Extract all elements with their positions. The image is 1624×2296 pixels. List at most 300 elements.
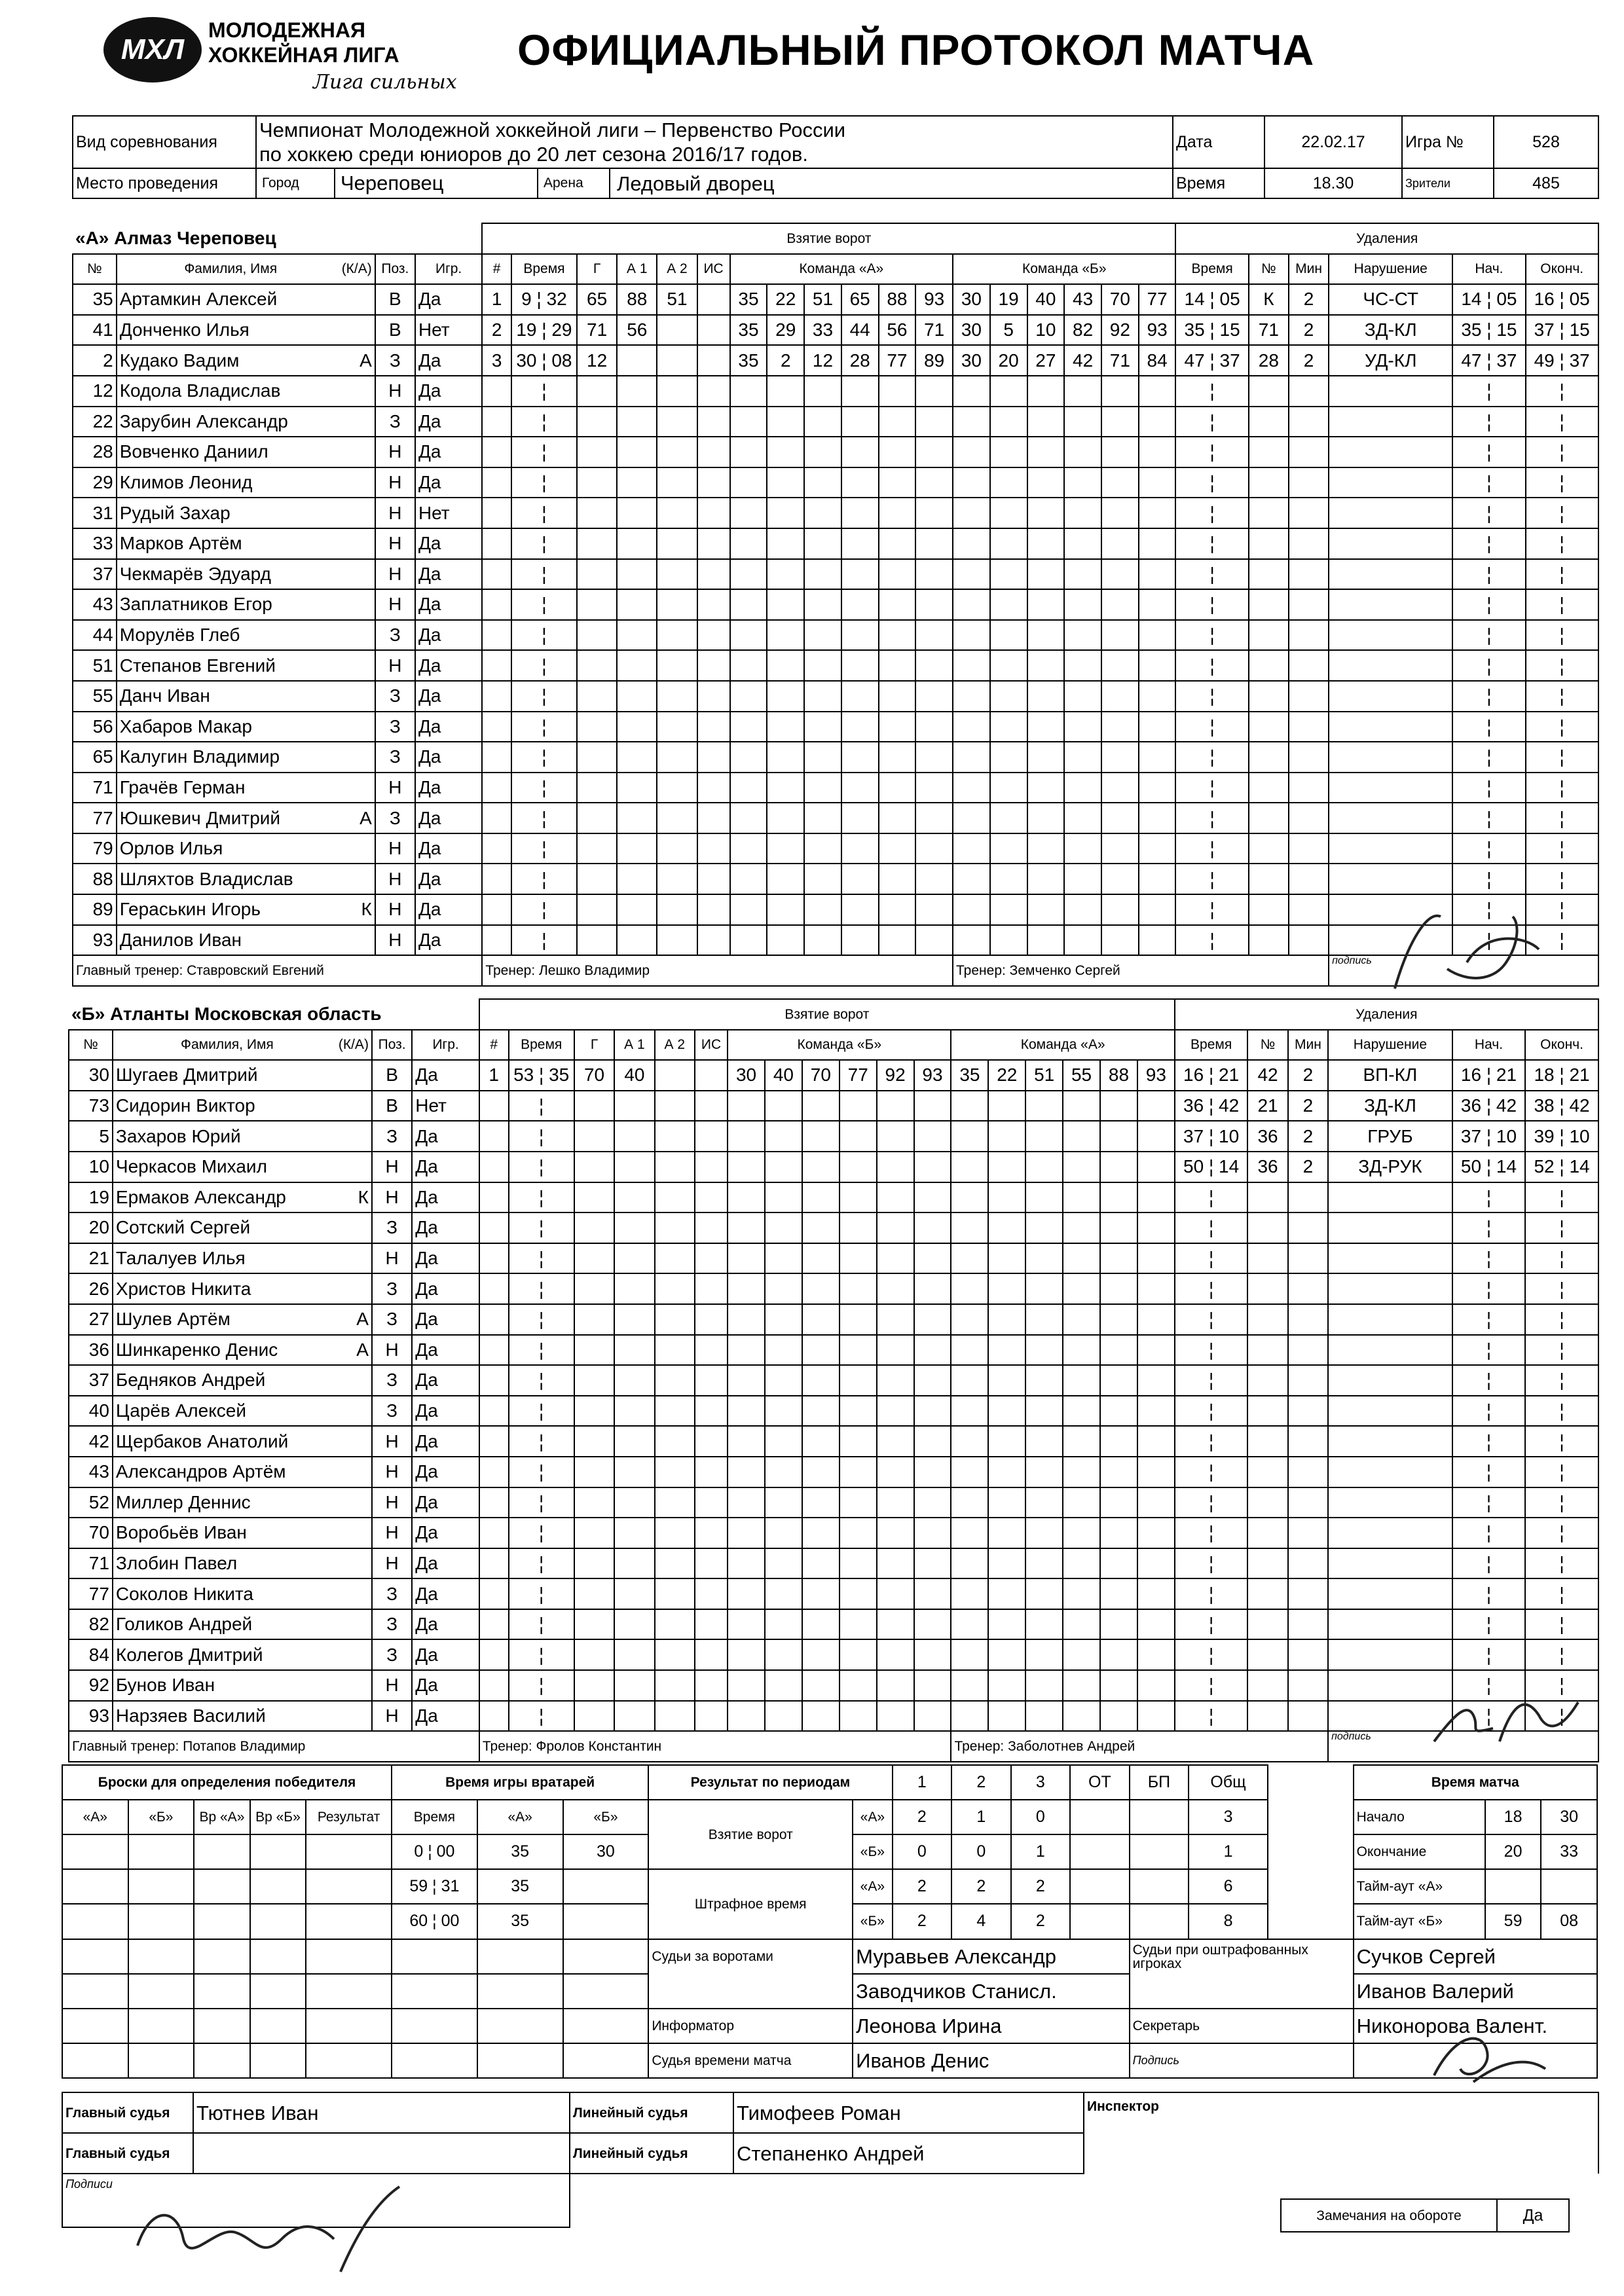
penalty-cell [1249, 712, 1289, 742]
goal-cell [1025, 1639, 1063, 1670]
penalty-time: ¦ [1175, 773, 1248, 803]
goal-time: 9 ¦ 32 [511, 284, 577, 315]
goal-judge-1: Муравьев Александр [853, 1939, 1129, 1974]
penalty-start: ¦ [1452, 742, 1525, 773]
goal-cell [614, 1548, 654, 1579]
player-played: Да [412, 1426, 479, 1457]
goal-cell [990, 650, 1027, 681]
goal-cell [1100, 1609, 1137, 1640]
penalty-start: ¦ [1452, 1426, 1526, 1457]
player-name-text: Шугаев Дмитрий [115, 1065, 258, 1085]
goal-cell [915, 376, 953, 407]
goal-time: ¦ [511, 803, 577, 833]
penalty-time: ¦ [1175, 467, 1248, 498]
goal-cell [1139, 925, 1176, 956]
goal-cell [1063, 1091, 1100, 1121]
goal-cell [879, 742, 916, 773]
penalty-cell [1288, 1639, 1328, 1670]
goal-a1: 40 [614, 1060, 654, 1091]
player-played: Да [415, 833, 482, 864]
goal-cell [765, 1091, 802, 1121]
player-played: Да [412, 1304, 479, 1335]
player-position: З [375, 803, 415, 833]
goal-time: ¦ [511, 528, 577, 559]
penalties-section-title: Удаления [1175, 999, 1598, 1030]
shootout-vra-header: Вр «А» [194, 1800, 250, 1834]
penalty-end: 39 ¦ 10 [1525, 1121, 1598, 1152]
timeout-b-sec: 08 [1541, 1904, 1597, 1939]
goal-cell [915, 650, 953, 681]
goal-cell [1100, 1670, 1137, 1701]
goal-cell [1063, 1273, 1100, 1304]
goal-cell [617, 376, 657, 407]
goal-cell [697, 650, 730, 681]
col-header: Команда «Б» [728, 1030, 951, 1061]
player-position: Н [375, 894, 415, 925]
goal-time: 19 ¦ 29 [511, 315, 577, 346]
match-start-label: Начало [1354, 1800, 1485, 1834]
goal-cell [990, 559, 1027, 590]
goal-cell [1137, 1121, 1175, 1152]
goal-cell [990, 620, 1027, 651]
goal-cell [1064, 773, 1101, 803]
goal-cell [574, 1518, 614, 1548]
player-name [113, 1335, 372, 1366]
goal-cell [804, 467, 841, 498]
goal-cell [990, 467, 1027, 498]
penalty-cell [1328, 1304, 1452, 1335]
goal-cell [1139, 589, 1176, 620]
goal-cell [1025, 1670, 1063, 1701]
col-header: Игр. [412, 1030, 479, 1061]
goal-cell [577, 589, 617, 620]
team-a-signature [1369, 890, 1552, 1002]
goal-cell [988, 1243, 1025, 1274]
col-header: Игр. [415, 254, 482, 285]
goal-cell [953, 833, 990, 864]
goal-cell [951, 1457, 988, 1487]
column-header-row [69, 1030, 1598, 1061]
penalty-end: ¦ [1525, 1365, 1598, 1396]
penalty-cell [1329, 559, 1452, 590]
penalty-violation: ЧС-СТ [1329, 284, 1452, 315]
gk-row-1-b: 30 [563, 1834, 649, 1869]
goal-cell [617, 498, 657, 528]
goal-cell [877, 1396, 914, 1427]
player-played: Да [415, 589, 482, 620]
goal-time: ¦ [509, 1457, 574, 1487]
player-row [69, 1152, 1598, 1182]
goal-cell [728, 1487, 765, 1518]
goal-cell [802, 1243, 840, 1274]
penalty-start: ¦ [1452, 589, 1525, 620]
player-played: Да [415, 559, 482, 590]
goal-cell [988, 1426, 1025, 1457]
goal-a1 [617, 345, 657, 376]
goal-cell [657, 559, 697, 590]
goal-cell [1064, 376, 1101, 407]
player-position: Н [372, 1701, 412, 1732]
player-name-text: Данч Иван [119, 685, 210, 706]
player-position: Н [375, 773, 415, 803]
goal-cell [614, 1518, 654, 1548]
goal-cell [1064, 620, 1101, 651]
goal-cell [1137, 1457, 1175, 1487]
goal-number [479, 1273, 509, 1304]
penalty-violation: ЗД-КЛ [1328, 1091, 1452, 1121]
penalty-cell [1289, 528, 1329, 559]
goal-cell [951, 1121, 988, 1152]
goal-cell [695, 1639, 728, 1670]
col-header: № [1249, 254, 1289, 285]
goal-cell [879, 803, 916, 833]
goal-cell [574, 1457, 614, 1487]
goal-a2 [657, 345, 697, 376]
goal-cell [767, 498, 804, 528]
secretary-label: Секретарь [1130, 2009, 1354, 2043]
penalty-cell [1289, 742, 1329, 773]
secretary-value: Никонорова Валент. [1354, 2009, 1597, 2043]
goal-cell [1025, 1396, 1063, 1427]
goal-cell [695, 1365, 728, 1396]
goal-cell [951, 1304, 988, 1335]
penalty-time: ¦ [1175, 1457, 1248, 1487]
date-value: 22.02.17 [1264, 116, 1402, 168]
goal-cell [804, 498, 841, 528]
league-logo [103, 14, 457, 100]
goal-cell [767, 559, 804, 590]
goal-cell [1100, 1396, 1137, 1427]
penalty-end: ¦ [1525, 1609, 1598, 1640]
goal-cell [988, 1518, 1025, 1548]
col-header: # [479, 1030, 509, 1061]
goal-cell [695, 1273, 728, 1304]
player-position: Н [375, 528, 415, 559]
goal-cell [988, 1609, 1025, 1640]
on-ice-own: 30 [728, 1060, 765, 1091]
player-position: З [375, 712, 415, 742]
goal-cell [840, 1670, 877, 1701]
goal-a1: 88 [617, 284, 657, 315]
penalty-start: ¦ [1452, 803, 1525, 833]
goal-cell [1025, 1091, 1063, 1121]
goal-cell [614, 1487, 654, 1518]
pen-b-total: 8 [1189, 1904, 1268, 1939]
player-number: 21 [69, 1243, 113, 1274]
penalty-violation: ЗД-РУК [1328, 1152, 1452, 1182]
penalty-cell [1288, 1518, 1328, 1548]
col-header: Нарушение [1328, 1030, 1452, 1061]
player-name-text: Юшкевич Дмитрий [119, 807, 281, 828]
goal-cell [695, 1212, 728, 1243]
player-number: 12 [73, 376, 117, 407]
gk-row-2-time: 59 ¦ 31 [392, 1869, 477, 1904]
goal-number [482, 742, 511, 773]
timeout-b-label: Тайм-аут «Б» [1354, 1904, 1485, 1939]
penalty-time: ¦ [1175, 620, 1248, 651]
goal-cell [915, 742, 953, 773]
player-role: А [356, 1309, 369, 1330]
penalty-time: ¦ [1175, 1670, 1248, 1701]
goal-cell [915, 498, 953, 528]
penalty-cell [1329, 498, 1452, 528]
on-ice-opp: 88 [1100, 1060, 1137, 1091]
player-name-text: Кудако Вадим [119, 350, 240, 371]
player-number: 51 [73, 650, 117, 681]
goal-cell [655, 1426, 695, 1457]
penalty-minutes: 2 [1288, 1152, 1328, 1182]
match-start-min: 30 [1541, 1800, 1597, 1834]
goal-cell [1100, 1091, 1137, 1121]
goals-a-p1: 2 [893, 1800, 952, 1834]
player-position: Н [372, 1548, 412, 1579]
penalty-cell [1289, 833, 1329, 864]
penalty-cell [1289, 894, 1329, 925]
on-ice-own: 28 [841, 345, 879, 376]
penalty-cell [1289, 559, 1329, 590]
player-name [113, 1518, 372, 1548]
goal-cell [953, 650, 990, 681]
goal-cell [574, 1639, 614, 1670]
goal-cell [697, 681, 730, 712]
penalty-end: ¦ [1525, 1426, 1598, 1457]
player-played: Да [415, 650, 482, 681]
goal-cell [697, 803, 730, 833]
goal-cell [695, 1548, 728, 1579]
player-name [117, 650, 375, 681]
player-played: Да [415, 528, 482, 559]
player-name [113, 1091, 372, 1121]
goal-cell [765, 1212, 802, 1243]
penalty-cell [1289, 498, 1329, 528]
penalty-cell [1288, 1396, 1328, 1427]
player-row [69, 1304, 1598, 1335]
goal-cell [877, 1182, 914, 1213]
goal-g: 71 [577, 315, 617, 346]
goal-cell [765, 1335, 802, 1366]
goal-cell [879, 620, 916, 651]
goal-cell [840, 1396, 877, 1427]
goal-cell [730, 467, 767, 498]
goal-number [482, 559, 511, 590]
goal-number [479, 1152, 509, 1182]
player-row [69, 1365, 1598, 1396]
penalty-start: ¦ [1452, 1273, 1526, 1304]
player-number: 41 [73, 315, 117, 346]
goal-cell [951, 1518, 988, 1548]
goal-cell [1027, 650, 1065, 681]
goal-cell [951, 1091, 988, 1121]
goal-cell [657, 589, 697, 620]
goal-cell [1100, 1457, 1137, 1487]
goal-cell [1064, 742, 1101, 773]
match-end-hour: 20 [1485, 1834, 1541, 1869]
player-played: Да [415, 345, 482, 376]
penalty-start: 35 ¦ 15 [1452, 315, 1525, 346]
goal-cell [802, 1152, 840, 1182]
team-a-section [72, 223, 1598, 987]
goal-cell [914, 1273, 951, 1304]
player-position: Н [375, 589, 415, 620]
penalty-cell [1328, 1609, 1452, 1640]
goal-cell [1137, 1335, 1175, 1366]
head-coach: Главный тренер: Ставровский Евгений [73, 955, 482, 986]
goal-cell [695, 1182, 728, 1213]
penalty-start: ¦ [1452, 528, 1525, 559]
player-number: 27 [69, 1304, 113, 1335]
penalty-cell [1328, 1182, 1452, 1213]
goal-cell [914, 1152, 951, 1182]
player-played: Да [415, 620, 482, 651]
player-name-text: Соколов Никита [115, 1583, 253, 1604]
goal-cell [953, 620, 990, 651]
player-row [69, 1212, 1598, 1243]
goal-cell [1027, 498, 1065, 528]
player-number: 93 [69, 1701, 113, 1732]
goal-cell [804, 894, 841, 925]
player-name-text: Зарубин Александр [119, 410, 288, 431]
goal-cell [953, 528, 990, 559]
goal-cell [1137, 1212, 1175, 1243]
on-ice-own: 12 [804, 345, 841, 376]
penalty-cell [1249, 681, 1289, 712]
player-position: З [375, 681, 415, 712]
goal-cell [1025, 1365, 1063, 1396]
penalty-cell [1247, 1365, 1287, 1396]
goal-cell [1064, 803, 1101, 833]
goal-cell [657, 773, 697, 803]
player-name-text: Царёв Алексей [115, 1400, 246, 1421]
player-name [113, 1670, 372, 1701]
player-name [117, 681, 375, 712]
linesman-label-2: Линейный судья [570, 2133, 733, 2174]
goal-cell [804, 712, 841, 742]
goal-cell [614, 1273, 654, 1304]
player-row [69, 1457, 1598, 1487]
player-number: 89 [73, 894, 117, 925]
player-name [113, 1152, 372, 1182]
player-name-text: Ермаков Александр [115, 1186, 286, 1207]
col-header: № [1247, 1030, 1287, 1061]
goal-cell [655, 1335, 695, 1366]
player-played: Да [415, 376, 482, 407]
penalty-start: ¦ [1452, 1365, 1526, 1396]
player-name-text: Гераськин Игорь [119, 899, 261, 920]
pen-team-a-label: «А» [853, 1869, 892, 1904]
goal-cell [617, 559, 657, 590]
player-row [73, 773, 1598, 803]
goal-cell [877, 1304, 914, 1335]
player-name-text: Кодола Владислав [119, 380, 281, 401]
goal-cell [990, 589, 1027, 620]
timekeeper-label: Судья времени матча [648, 2043, 853, 2078]
penalty-cell [1247, 1426, 1287, 1457]
goals-team-a-label: «А» [853, 1800, 892, 1834]
goal-cell [841, 894, 879, 925]
goal-cell [767, 407, 804, 437]
penalty-time: ¦ [1175, 1304, 1248, 1335]
goal-cell [574, 1487, 614, 1518]
penalty-time: ¦ [1175, 1518, 1248, 1548]
goal-cell [1064, 589, 1101, 620]
on-ice-opp: 42 [1064, 345, 1101, 376]
goal-cell [953, 376, 990, 407]
penalty-start: ¦ [1452, 1609, 1526, 1640]
signature-label: Подпись [1130, 2043, 1354, 2078]
goal-cell [802, 1518, 840, 1548]
on-ice-own: 29 [767, 315, 804, 346]
goal-cell [1137, 1701, 1175, 1732]
goal-cell [1063, 1670, 1100, 1701]
goal-cell [577, 681, 617, 712]
penalty-cell [1329, 681, 1452, 712]
penalty-start: ¦ [1452, 376, 1525, 407]
goal-cell [730, 650, 767, 681]
goal-cell [697, 864, 730, 894]
player-played: Да [412, 1701, 479, 1732]
penalty-cell [1329, 712, 1452, 742]
player-name-text: Голиков Андрей [115, 1614, 253, 1635]
player-name [113, 1273, 372, 1304]
penalty-start: ¦ [1452, 833, 1525, 864]
goal-cell [1027, 864, 1065, 894]
goal-cell [697, 559, 730, 590]
goal-cell [695, 1457, 728, 1487]
player-played: Да [415, 407, 482, 437]
goal-cell [915, 803, 953, 833]
player-name-text: Данилов Иван [119, 929, 242, 950]
goal-cell [953, 498, 990, 528]
goal-cell [802, 1396, 840, 1427]
goal-cell [1139, 803, 1176, 833]
goal-cell [657, 681, 697, 712]
goal-number [479, 1518, 509, 1548]
periods-title: Результат по периодам [648, 1765, 892, 1800]
on-ice-opp: 77 [1139, 284, 1176, 315]
on-ice-opp: 43 [1064, 284, 1101, 315]
penalty-time: ¦ [1175, 1701, 1248, 1732]
goal-cell [1025, 1518, 1063, 1548]
goal-cell [574, 1426, 614, 1457]
goal-cell [951, 1396, 988, 1427]
team-b-section [68, 998, 1598, 1762]
penalty-end: 37 ¦ 15 [1526, 315, 1598, 346]
goal-cell [695, 1609, 728, 1640]
penalty-time: ¦ [1175, 528, 1248, 559]
col-header: ИС [697, 254, 730, 285]
goal-time: ¦ [511, 650, 577, 681]
goal-cell [577, 407, 617, 437]
col-header: Поз. [375, 254, 415, 285]
player-name [117, 437, 375, 467]
goal-cell [655, 1091, 695, 1121]
goal-cell [877, 1243, 914, 1274]
player-row [69, 1060, 1598, 1091]
goal-cell [617, 742, 657, 773]
goal-cell [1137, 1487, 1175, 1518]
penalty-end: ¦ [1525, 1304, 1598, 1335]
player-name [113, 1121, 372, 1152]
goal-cell [879, 833, 916, 864]
player-name-text: Климов Леонид [119, 472, 253, 493]
gk-row-2-a: 35 [477, 1869, 563, 1904]
penalty-cell [1328, 1396, 1452, 1427]
goal-cell [1027, 376, 1065, 407]
shootout-a-header: «А» [62, 1800, 128, 1834]
penalty-start: ¦ [1452, 864, 1525, 894]
goal-cell [1063, 1182, 1100, 1213]
on-ice-opp: 82 [1064, 315, 1101, 346]
